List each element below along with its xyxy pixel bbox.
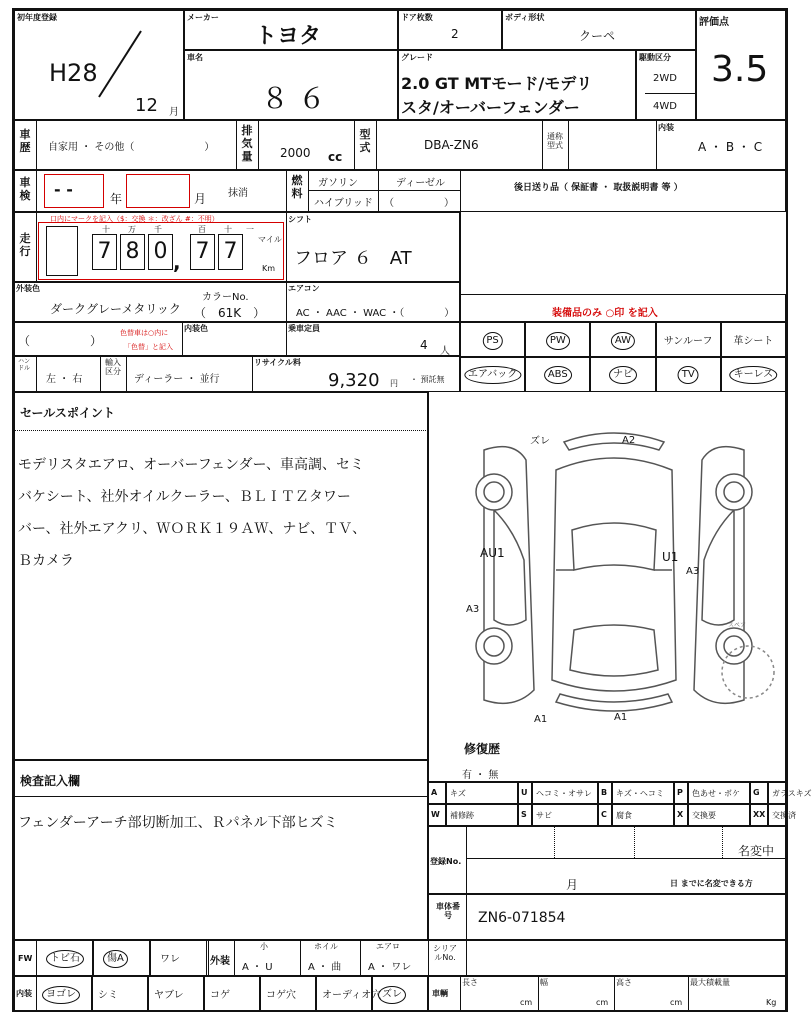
capacity-label: 乗車定員	[288, 324, 320, 333]
fw-item: トビ石	[46, 950, 84, 968]
dims-label: 車輌	[432, 989, 448, 998]
car-name-cell	[184, 50, 398, 120]
mileage-mile: マイル	[258, 235, 282, 244]
mileage-label: 走行	[19, 232, 31, 258]
equipment-cell	[590, 356, 655, 392]
mileage-unit-label: 千	[154, 225, 162, 234]
equipment-label: ナビ	[609, 366, 637, 384]
model-value: DBA-ZN6	[424, 138, 479, 152]
equipment-cell	[721, 356, 786, 392]
serial-label: シリアルNo.	[433, 944, 457, 962]
registration-name-change: 名変中	[738, 844, 775, 858]
first-reg-label: 初年度登録	[17, 13, 57, 22]
interior-item: シミ	[98, 990, 118, 1001]
mileage-unit-label: 一	[246, 225, 254, 234]
height-unit: cm	[670, 998, 683, 1007]
sales-points-line: バー、社外エアクリ、ＷＯＲＫ１９ＡＷ、ナビ、ＴＶ、	[18, 521, 367, 537]
width-unit: cm	[596, 998, 609, 1007]
equipment-label: ABS	[544, 366, 572, 384]
capacity-value: 4	[420, 338, 428, 352]
registration-month: 月	[566, 878, 579, 892]
mileage-km: Km	[262, 264, 276, 273]
equipment-cell	[460, 356, 525, 392]
color-change-paren: （ ）	[18, 334, 103, 348]
sales-points-line: モデリスタエアロ、オーバーフェンダー、車高調、セミ	[18, 457, 364, 473]
legend-value: 腐食	[616, 811, 632, 820]
score-value: 3.5	[711, 49, 769, 90]
doors-value: 2	[451, 27, 459, 41]
drive-cell	[636, 50, 696, 120]
interior-item: コゲ穴	[266, 990, 296, 1001]
diagram-mark-a3-right: A3	[686, 566, 700, 577]
color-change-note2: 「色替」と記入	[124, 343, 173, 351]
grade-line2: スタ/オーバーフェンダー	[401, 98, 580, 117]
diagram-mark-au1: AU1	[480, 546, 505, 560]
diagram-mark-a1-left: A1	[534, 714, 548, 725]
weight-unit: Kg	[766, 998, 777, 1007]
diagram-mark-a1-right: A1	[614, 712, 628, 723]
interior-color-label: 内装色	[184, 324, 208, 333]
grade-line1: 2.0 GT MTモード/モデリ	[401, 74, 593, 93]
sales-points-line: バケシート、社外オイルクーラー、ＢＬＩＴＺタワー	[18, 489, 351, 505]
body-label: ボディ形状	[505, 13, 545, 22]
inspection-expired: 抹消	[228, 188, 248, 199]
displacement-unit: cc	[328, 150, 343, 164]
diagram-mark-a2: A2	[622, 435, 636, 446]
history-value: 自家用 ・ その他（ ）	[48, 142, 215, 153]
capacity-unit: 人	[440, 346, 450, 357]
fw-item: ワレ	[160, 954, 180, 965]
handle-label: ハンドル	[17, 358, 30, 372]
common-model-label: 通称型式	[547, 132, 563, 150]
equipment-note: 装備品のみ ○印 を記入	[552, 308, 658, 319]
body-cell	[502, 10, 696, 50]
legend-key: P	[677, 788, 683, 797]
interior-grade-label: 内装	[658, 123, 674, 132]
equipment-cell	[460, 322, 525, 358]
diagram-spare: スペア	[728, 622, 747, 629]
equipment-cell	[656, 322, 721, 358]
small-label: 小	[260, 942, 268, 951]
equipment-label: TV	[678, 366, 699, 384]
car-diagram	[454, 420, 774, 730]
legend-value: キズ	[450, 789, 466, 798]
fuel-diesel: ディーゼル	[396, 178, 445, 189]
interior-item: ヤブレ	[154, 990, 184, 1001]
fuel-gasoline: ガソリン	[318, 178, 358, 189]
exterior-color-value: ダークグレーメタリック	[50, 302, 181, 316]
legend-value: 交換済	[772, 811, 796, 820]
fuel-other: （ ）	[384, 198, 454, 209]
recycle-unit: 円	[390, 379, 398, 388]
aero-value: A ・ ワレ	[368, 962, 412, 973]
displacement-label: 排気量	[241, 124, 253, 163]
drive-2wd: 2WD	[653, 73, 677, 84]
legend-key: U	[521, 788, 528, 797]
mileage-unit-label: 百	[198, 225, 206, 234]
equipment-cell	[525, 356, 590, 392]
equipment-cell	[525, 322, 590, 358]
inspection-notes-text: フェンダーアーチ部切断加工、Ｒパネル下部ヒズミ	[18, 815, 338, 831]
mileage-marker-box	[46, 226, 78, 276]
equipment-cell	[721, 322, 786, 358]
recycle-label: リサイクル料	[254, 358, 301, 367]
inspection-dash: - -	[54, 180, 73, 199]
recycle-deposit: ・ 預託無	[410, 375, 445, 384]
wheel-value: A ・ 曲	[308, 962, 342, 973]
equipment-cell	[656, 356, 721, 392]
handle-value: 左 ・ 右	[46, 374, 83, 385]
mileage-digit: 0	[148, 234, 173, 270]
slash-divider	[95, 29, 145, 99]
legend-key: S	[521, 810, 527, 819]
legend-key: W	[431, 810, 440, 819]
equipment-label: 革シート	[733, 336, 774, 347]
sales-points-line: Ｂカメラ	[18, 553, 74, 569]
interior-bottom-label: 内装	[16, 989, 32, 998]
ac-label: エアコン	[288, 284, 320, 293]
first-reg-month: 12	[135, 95, 158, 116]
mileage-digit: 8	[120, 234, 145, 270]
color-change-note1: 色替車は○内に	[120, 329, 169, 337]
first-reg-era: H28	[49, 59, 98, 87]
exterior-color-label: 外装色	[16, 284, 40, 293]
width-label: 幅	[540, 978, 548, 987]
score-cell	[696, 10, 786, 120]
legend-value: 交換要	[692, 811, 716, 820]
legend-key: X	[677, 810, 684, 819]
chassis-label: 車体番号	[436, 902, 460, 920]
import-value: ディーラー ・ 並行	[134, 374, 220, 385]
later-items: 後日送り品（ 保証書 ・ 取扱説明書 等 ）	[514, 183, 683, 193]
legend-value: サビ	[536, 811, 552, 820]
fw-label: FW	[18, 954, 33, 963]
interior-grade-value: A ・ B ・ C	[698, 140, 763, 154]
legend-key: A	[431, 788, 438, 797]
legend-value: ヘコミ・オサレ	[536, 789, 592, 798]
height-label: 高さ	[616, 978, 632, 987]
chassis-value: ZN6-071854	[478, 910, 566, 926]
registration-day-note: 日 までに名変できる方	[670, 879, 753, 888]
repair-label: 修復歴	[464, 742, 501, 756]
equipment-label: エアバック	[464, 366, 521, 384]
sales-points-label: セールスポイント	[20, 406, 115, 420]
first-reg-month-unit: 月	[169, 107, 179, 118]
repair-value: 有 ・ 無	[462, 770, 499, 781]
history-label: 車歴	[19, 128, 31, 154]
equipment-label: AW	[611, 332, 635, 350]
length-label: 長さ	[462, 978, 478, 987]
color-no-value: （ 61K ）	[194, 306, 266, 320]
mileage-unit-label: 十	[102, 225, 110, 234]
maker-value: トヨタ	[255, 24, 322, 49]
exterior-label-bottom: 外装	[210, 956, 230, 967]
mileage-digit: 7	[190, 234, 215, 270]
fuel-hybrid: ハイブリッド	[314, 198, 373, 209]
mileage-comma: ,	[173, 250, 181, 274]
legend-value: 色あせ・ボケ	[692, 789, 740, 798]
shift-value: フロア ６ AT	[294, 248, 412, 269]
displacement-value: 2000	[280, 146, 311, 160]
model-label: 型式	[359, 128, 371, 154]
inspection-year-unit: 年	[110, 192, 123, 206]
equipment-label: キーレス	[730, 366, 778, 384]
inspection-month-unit: 月	[194, 192, 207, 206]
diagram-mark-u1: U1	[662, 550, 679, 564]
auction-sheet	[12, 8, 812, 1012]
drive-4wd: 4WD	[653, 101, 677, 112]
mileage-digit: 7	[92, 234, 117, 270]
interior-item: ズレ	[378, 986, 406, 1004]
mileage-unit-label: 十	[224, 225, 232, 234]
interior-item: ヨゴレ	[42, 986, 80, 1004]
fw-item: 傷A	[103, 950, 128, 968]
legend-key: C	[601, 810, 607, 819]
legend-key: G	[753, 788, 760, 797]
equipment-label: PW	[546, 332, 570, 350]
interior-item: コゲ	[210, 990, 230, 1001]
maker-cell	[184, 10, 398, 50]
maker-label: メーカー	[187, 13, 219, 22]
legend-value: ガラスキズ	[772, 789, 812, 798]
aero-label: エアロ	[376, 942, 400, 951]
wheel-label: ホイル	[314, 942, 338, 951]
diagram-mark-zure: ズレ	[530, 436, 550, 447]
equipment-label: PS	[482, 332, 502, 350]
shift-label: シフト	[288, 215, 312, 224]
import-label: 輸入区分	[105, 358, 121, 376]
legend-key: XX	[753, 810, 766, 819]
interior-item: オーディオ穴	[322, 990, 382, 1001]
equipment-label: サンルーフ	[663, 336, 713, 347]
recycle-value: 9,320	[328, 370, 380, 391]
car-name-label: 車名	[187, 53, 203, 62]
equipment-cell	[590, 322, 655, 358]
legend-value: キズ・ヘコミ	[616, 789, 664, 798]
fuel-label: 燃料	[291, 174, 303, 200]
diagram-mark-a3-left: A3	[466, 604, 480, 615]
legend-value: 補修跡	[450, 811, 474, 820]
ac-value: AC ・ AAC ・ WAC ・（ ）	[296, 308, 455, 319]
grade-label: グレード	[401, 53, 433, 62]
weight-label: 最大積載量	[690, 978, 730, 987]
drive-label: 駆動区分	[639, 53, 671, 62]
registration-label: 登録No.	[430, 857, 462, 866]
car-name-value: ８ ６	[261, 82, 326, 115]
grade-cell	[398, 50, 636, 120]
inspection-label: 車検	[19, 176, 31, 202]
inspection-notes-label: 検査記入欄	[20, 774, 81, 788]
mileage-unit-label: 万	[128, 225, 136, 234]
sales-points-box	[14, 392, 428, 760]
mileage-digit: 7	[218, 234, 243, 270]
doors-label: ドア枚数	[401, 13, 433, 22]
mileage-note: 口内にマークを記入（$：交換 ＊：改ざん #：不明）	[50, 215, 219, 223]
doors-cell	[398, 10, 502, 50]
score-label: 評価点	[699, 17, 729, 28]
length-unit: cm	[520, 998, 533, 1007]
color-no-label: カラーNo.	[202, 292, 249, 303]
small-value: A ・ U	[242, 962, 273, 973]
body-value: クーペ	[579, 29, 616, 43]
first-reg-cell	[14, 10, 184, 120]
legend-key: B	[601, 788, 608, 797]
